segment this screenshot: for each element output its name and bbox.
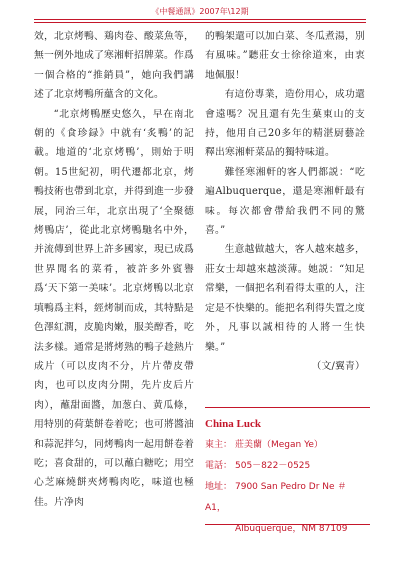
- magazine-header: 《中餐通訊》2007年\12期: [151, 7, 249, 16]
- phone-row: [205, 456, 370, 477]
- contact-divider-top: [205, 407, 370, 408]
- header-rule-secondary: [34, 22, 366, 23]
- paragraph: “北京烤鴨歷史悠久，早在南北朝的《食珍録》中就有‘炙鴨’的記載。地道的‘北京烤鴨’，則始于明朝。15世紀初，明代遷都北京，烤鴨技術也帶到北京，并得到進一步發展，同治三年，北京出現了‘全聚德烤鴨店’，從此北京烤鴨馳名中外，并流傳到世界上許多國家，現已成爲世界聞名的菜肴，被許多外賓譽爲‘天下第一美味’。北京烤鴨以北京填鴨爲主料，經烤制而成，其特點是色澤紅潤，皮脆肉嫩，服美醇香，吃法多樣。通常是將烤熟的鴨子趁熱片成片（可以皮肉不分，片片帶皮帶肉，也可以皮肉分開，先片皮后片肉），蘸甜面醬，加葱白、黄瓜條，用特別的荷葉餅卷着吃；也可將醬油和蒜泥拌匀，同烤鴨肉一起用餅卷着吃；喜食甜的，可以蘸白糖吃；用空心芝麻燒餅夾烤鴨肉吃，味道也極佳。片净肉: [34, 108, 194, 508]
- contact-divider-bottom: [205, 524, 370, 525]
- left-column: [34, 27, 194, 512]
- phone-value: 505－822－0525: [235, 461, 311, 471]
- company-name: China Luck: [205, 418, 261, 430]
- paragraph: 效，北京烤鴨、鶏肉卷、酸菜魚等，無一例外地成了寒湘軒招牌菜。作爲一個合格的“推銷員”，她向我們講述了北京烤鴨所蘊含的文化。: [34, 31, 194, 101]
- address-line1: 7900 San Pedro Dr Ne ＃ A1，: [205, 482, 347, 513]
- paragraph: 的鴨架還可以加白菜、冬瓜煮湯，別有風味。”聽莊女士徐徐道來，由衷地佩服！: [205, 31, 365, 81]
- paragraph: 生意越做越大，客人越來越多，莊女士却越來越淡薄。她説：“知足常樂，一個把名利看得太重的人，注定是不快樂的。能把名利得失置之度外，凡事以誠相待的人將一生快樂。”: [205, 244, 365, 353]
- owner-label: 東主：: [205, 440, 233, 450]
- address-label: 地址：: [205, 482, 233, 492]
- owner-row: [205, 435, 370, 456]
- paragraph: 難怪寒湘軒的客人們都説：“吃遍Albuquerque，還是寒湘軒最有味。每次都會帶給我們不同的驚喜。”: [205, 166, 365, 237]
- paragraph: 有這份專業，造份用心，成功還會遠嗎？况且還有先生菓東山的支持，他用自己20多年的精湛厨藝詮釋出寒湘軒菜品的獨特味道。: [205, 89, 365, 159]
- right-column: [205, 27, 365, 376]
- header-rule: [34, 19, 366, 20]
- author-signature: （文/翼青）: [311, 360, 365, 372]
- address-line2: Albuquerque，NM 87109: [235, 524, 348, 534]
- phone-label: 電話：: [205, 461, 233, 471]
- address-row: [205, 477, 370, 519]
- contact-box: [205, 414, 370, 540]
- owner-value: 莊美蘭（Megan Ye）: [235, 440, 323, 450]
